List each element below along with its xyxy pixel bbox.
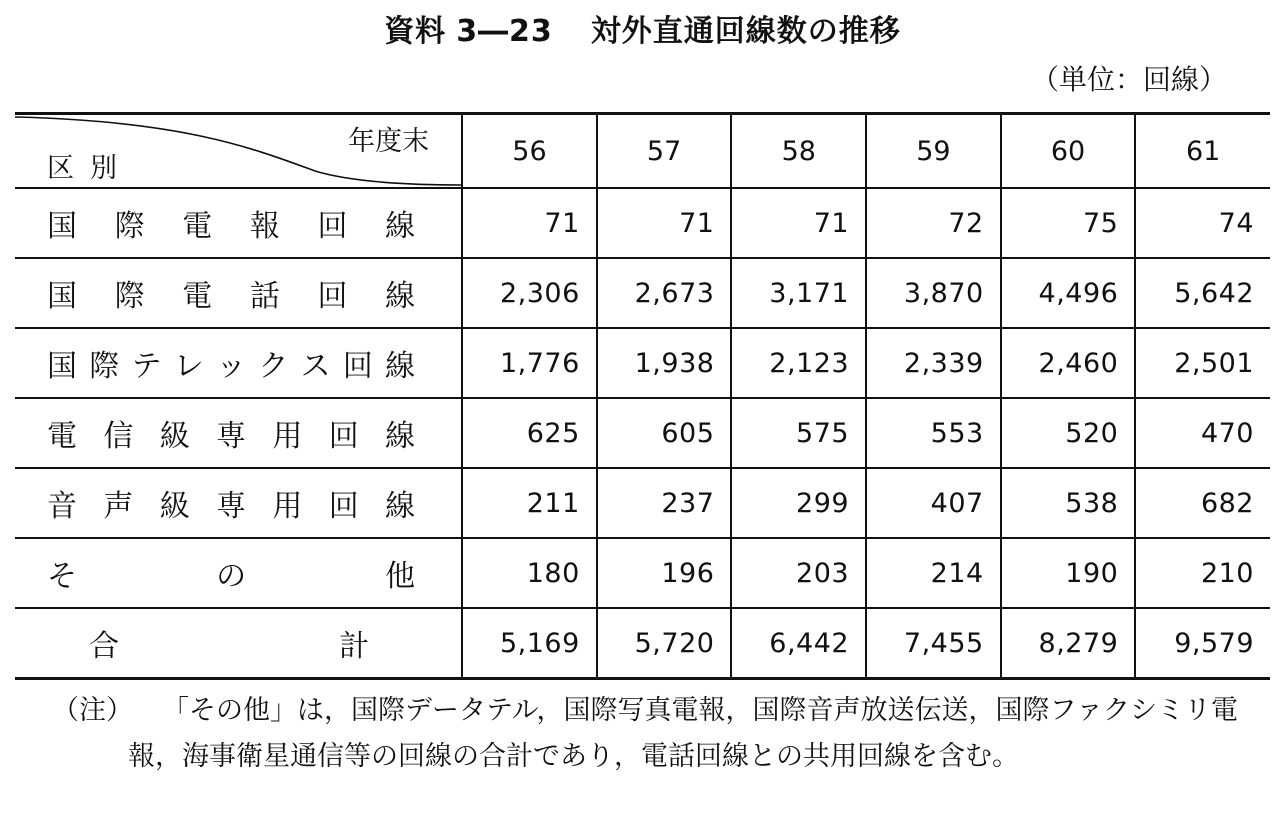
table-cell: 72 — [866, 188, 1001, 258]
table-cell: 4,496 — [1001, 258, 1136, 328]
table-cell: 1,776 — [462, 328, 597, 398]
table-cell: 180 — [462, 538, 597, 608]
unit-label: （単位：回線） — [1030, 63, 1227, 96]
label-char: 話 — [249, 279, 280, 314]
table-cell: 605 — [597, 398, 732, 468]
label-char: 際 — [89, 349, 120, 384]
header-year: 57 — [597, 114, 732, 189]
label-char: 線 — [385, 209, 416, 244]
table-cell: 214 — [866, 538, 1001, 608]
label-char: 線 — [385, 279, 416, 314]
footnote — [52, 688, 1272, 780]
table-cell: 3,171 — [731, 258, 866, 328]
row-label-text — [47, 621, 415, 665]
label-char: 回 — [342, 349, 373, 384]
label-char: テ — [131, 349, 162, 384]
header-category-label: 区別 — [47, 153, 133, 184]
table-cell: 5,720 — [597, 608, 732, 679]
label-char: 電 — [47, 419, 77, 454]
label-char: 合 — [89, 629, 119, 664]
row-label — [15, 468, 462, 538]
row-label — [15, 188, 462, 258]
table-cell: 299 — [731, 468, 866, 538]
table-cell: 7,455 — [866, 608, 1001, 679]
label-char: 用 — [272, 489, 303, 524]
title-prefix: 資料 — [384, 14, 447, 49]
header-row — [15, 114, 1270, 189]
label-char: 際 — [114, 279, 145, 314]
table-cell: 520 — [1001, 398, 1136, 468]
table-cell: 71 — [462, 188, 597, 258]
label-char: 専 — [216, 489, 247, 524]
label-char: 声 — [103, 489, 134, 524]
table-cell: 71 — [731, 188, 866, 258]
table-body — [15, 188, 1270, 679]
table-cell: 407 — [866, 468, 1001, 538]
row-label — [15, 538, 462, 608]
row-label-text — [47, 551, 415, 595]
row-label — [15, 258, 462, 328]
label-char: 電 — [182, 279, 213, 314]
label-char: 線 — [385, 349, 416, 384]
title-text: 対外直通回線数の推移 — [590, 14, 901, 49]
label-char: 電 — [182, 209, 213, 244]
table-cell: 71 — [597, 188, 732, 258]
table-cell: 682 — [1135, 468, 1270, 538]
label-char: 線 — [385, 489, 416, 524]
table-cell: 8,279 — [1001, 608, 1136, 679]
label-char: 用 — [272, 419, 303, 454]
label-char: 国 — [47, 209, 77, 244]
table-row — [15, 538, 1270, 608]
label-char: 国 — [47, 279, 77, 314]
table-cell: 190 — [1001, 538, 1136, 608]
label-char: ッ — [216, 349, 247, 384]
label-char: 回 — [317, 209, 348, 244]
table-cell: 9,579 — [1135, 608, 1270, 679]
label-char: 回 — [328, 419, 359, 454]
header-year: 58 — [731, 114, 866, 189]
table-cell: 5,169 — [462, 608, 597, 679]
table-row — [15, 258, 1270, 328]
row-label-text — [47, 271, 415, 315]
row-label — [15, 328, 462, 398]
label-char: 回 — [317, 279, 348, 314]
header-year: 61 — [1135, 114, 1270, 189]
title-number: 3―23 — [456, 14, 553, 49]
table-cell: 237 — [597, 468, 732, 538]
label-char: 他 — [385, 559, 416, 594]
circuits-table — [15, 112, 1270, 680]
label-char: 音 — [47, 489, 77, 524]
label-char: 際 — [114, 209, 145, 244]
table-cell: 6,442 — [731, 608, 866, 679]
table-cell: 538 — [1001, 468, 1136, 538]
header-year-label: 年度末 — [348, 126, 430, 157]
table-cell: 2,460 — [1001, 328, 1136, 398]
table-cell: 5,642 — [1135, 258, 1270, 328]
table-cell: 203 — [731, 538, 866, 608]
label-char: 級 — [159, 489, 190, 524]
table-cell: 74 — [1135, 188, 1270, 258]
table-cell: 575 — [731, 398, 866, 468]
table-cell: 553 — [866, 398, 1001, 468]
label-char: の — [216, 559, 247, 594]
row-label — [15, 608, 462, 679]
label-char: 計 — [339, 629, 370, 664]
label-char: 信 — [103, 419, 134, 454]
table-row — [15, 398, 1270, 468]
label-char: 回 — [328, 489, 359, 524]
table-row — [15, 468, 1270, 538]
footnote-text: 「その他」は，国際データテル，国際写真電報，国際音声放送伝送，国際ファクシミリ電報，海事衛星通信等の回線の合計であり，電話回線との共用回線を含む。 — [128, 695, 1238, 772]
table-row — [15, 328, 1270, 398]
label-char: 専 — [216, 419, 247, 454]
table-cell: 211 — [462, 468, 597, 538]
label-char: ス — [300, 349, 331, 384]
table-cell: 196 — [597, 538, 732, 608]
table-cell: 2,123 — [731, 328, 866, 398]
label-char: 線 — [385, 419, 416, 454]
header-year: 56 — [462, 114, 597, 189]
table-cell: 75 — [1001, 188, 1136, 258]
table-cell: 625 — [462, 398, 597, 468]
table-cell: 1,938 — [597, 328, 732, 398]
table-cell: 2,673 — [597, 258, 732, 328]
row-label-text — [47, 411, 415, 455]
header-year: 60 — [1001, 114, 1136, 189]
page-title — [0, 6, 1285, 50]
label-char: レ — [173, 349, 204, 384]
table-cell: 210 — [1135, 538, 1270, 608]
row-label-text — [47, 341, 415, 385]
row-label-text — [47, 201, 415, 245]
row-label-text — [47, 481, 415, 525]
table-cell: 2,306 — [462, 258, 597, 328]
footnote-prefix: （注） — [52, 695, 133, 726]
table-cell: 3,870 — [866, 258, 1001, 328]
label-char: 報 — [249, 209, 280, 244]
label-char: 国 — [47, 349, 77, 384]
label-char: そ — [47, 559, 77, 594]
table-cell: 2,501 — [1135, 328, 1270, 398]
label-char: ク — [258, 349, 289, 384]
table-cell: 470 — [1135, 398, 1270, 468]
header-corner-cell — [15, 114, 462, 189]
table-cell: 2,339 — [866, 328, 1001, 398]
row-label — [15, 398, 462, 468]
table-row — [15, 188, 1270, 258]
header-year: 59 — [866, 114, 1001, 189]
table-row-total — [15, 608, 1270, 679]
data-table-container — [15, 112, 1270, 680]
label-char: 級 — [159, 419, 190, 454]
